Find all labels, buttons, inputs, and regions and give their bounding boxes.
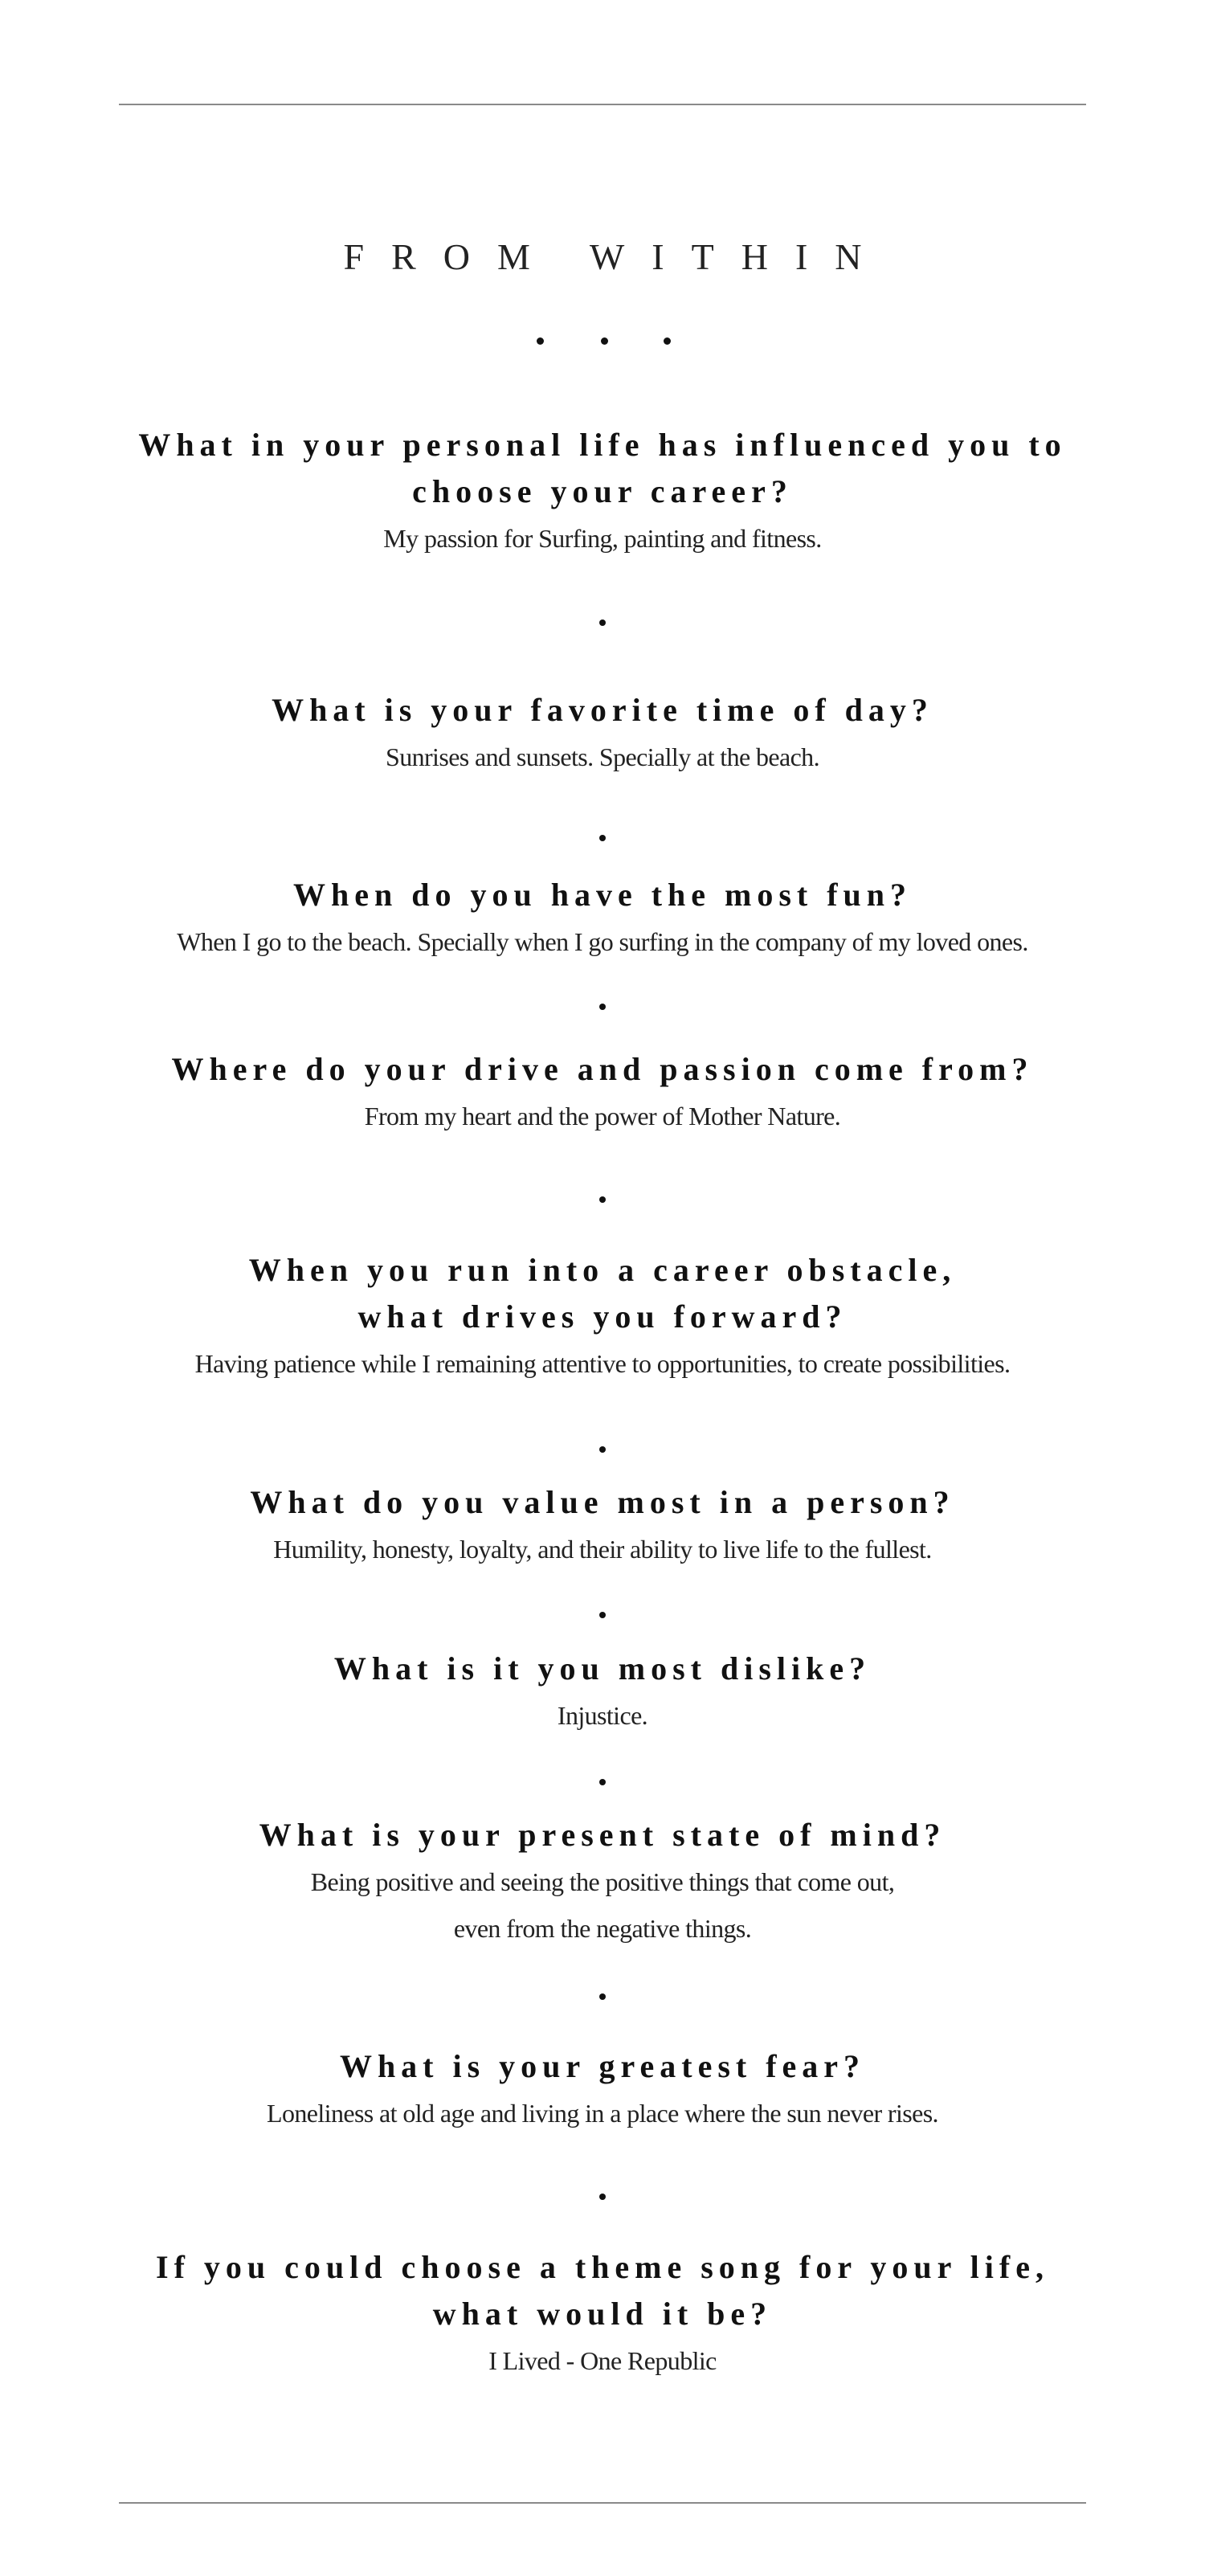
page-title bbox=[0, 235, 1205, 278]
answer: Loneliness at old age and living in a place where the sun never rises. bbox=[267, 2099, 938, 2128]
question: Where do your drive and passion come from? bbox=[171, 1051, 1034, 1087]
qa-item-theme-song bbox=[96, 2244, 1109, 2384]
separator-dot bbox=[599, 619, 606, 626]
answer: Sunrises and sunsets. Specially at the beach. bbox=[386, 742, 819, 771]
answer: Injustice. bbox=[557, 1701, 648, 1730]
qa-item-most-dislike bbox=[96, 1646, 1109, 1739]
separator-dot bbox=[599, 1004, 606, 1010]
answer: From my heart and the power of Mother Nature. bbox=[364, 1102, 841, 1131]
answer: When I go to the beach. Specially when I go surfing in the company of my loved ones. bbox=[177, 927, 1028, 956]
question: What is it you most dislike? bbox=[333, 1650, 872, 1687]
question: What is your greatest fear? bbox=[339, 2048, 866, 2084]
qa-item-state-of-mind bbox=[96, 1812, 1109, 1952]
bottom-divider bbox=[119, 2502, 1086, 2504]
question: If you could choose a theme song for your life, what would it be? bbox=[156, 2249, 1049, 2332]
title-word-within: WITHIN bbox=[589, 235, 889, 277]
top-divider bbox=[119, 104, 1086, 105]
title-word-from: FROM bbox=[343, 235, 558, 277]
answer: Humility, honesty, loyalty, and their ability to live life to the fullest. bbox=[273, 1535, 932, 1564]
qa-item-most-fun bbox=[96, 872, 1109, 965]
separator-dot bbox=[599, 1196, 606, 1203]
separator-dot bbox=[599, 1612, 606, 1618]
qa-item-drive-passion bbox=[96, 1046, 1109, 1139]
ornament-dot bbox=[601, 337, 608, 345]
answer: Having patience while I remaining attentive to opportunities, to create possibilities. bbox=[194, 1349, 1011, 1378]
answer: I Lived - One Republic bbox=[488, 2346, 717, 2375]
answer: Being positive and seeing the positive things that come out, even from the negative things. bbox=[310, 1867, 895, 1943]
question: What in your personal life has influenced you to choose your career? bbox=[138, 427, 1067, 509]
question: What do you value most in a person? bbox=[250, 1484, 955, 1520]
ornament-dot bbox=[664, 337, 671, 345]
qa-item-career-obstacle bbox=[96, 1247, 1109, 1387]
question: What is your favorite time of day? bbox=[272, 692, 933, 728]
qa-item-greatest-fear bbox=[96, 2043, 1109, 2136]
separator-dot bbox=[599, 1993, 606, 2000]
separator-dot bbox=[599, 1446, 606, 1453]
qa-item-influence bbox=[96, 422, 1109, 562]
answer: My passion for Surfing, painting and fitness. bbox=[383, 524, 822, 553]
question: What is your present state of mind? bbox=[259, 1817, 946, 1853]
ornament-dot bbox=[537, 337, 544, 345]
question: When you run into a career obstacle, what drives you forward? bbox=[248, 1252, 957, 1335]
title-ornament-dots bbox=[0, 337, 1205, 349]
qa-item-favorite-time bbox=[96, 687, 1109, 780]
separator-dot bbox=[599, 835, 606, 841]
separator-dot bbox=[599, 1779, 606, 1785]
qa-item-value-in-person bbox=[96, 1479, 1109, 1572]
separator-dot bbox=[599, 2194, 606, 2200]
question: When do you have the most fun? bbox=[292, 877, 913, 913]
